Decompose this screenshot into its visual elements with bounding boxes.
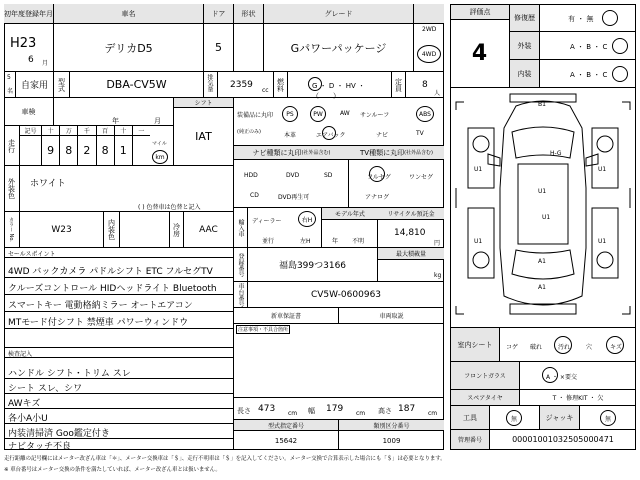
sales-point-line: 4WD バックカメラ パドルシフト ETC フルセグTV — [8, 267, 213, 277]
aircon-value: AAC — [184, 212, 234, 248]
height-value: 187 — [398, 404, 416, 414]
tv-type-label: TV種類に丸印 — [360, 148, 405, 157]
car-outline-diagram — [450, 88, 636, 328]
displacement-label-cell: 排気量 — [204, 72, 218, 98]
nav-dvd-play: DVD再生可 — [278, 194, 310, 201]
length-value: 473 — [258, 404, 276, 414]
capacity-label: 定員 — [392, 72, 406, 98]
sales-points — [4, 248, 234, 348]
mileage-cell — [20, 126, 174, 166]
equipment-block: 装備品に丸印 (純正のみ) PS PW AW サンルーフ ABS 本革 エアバック ナビ TV — [234, 98, 444, 146]
tv-fullseg-circle — [369, 166, 385, 182]
inspection-note-line: 各小A小U — [8, 414, 48, 424]
equip-airbag: エアバック — [316, 132, 346, 139]
doors-label: ドア — [204, 4, 234, 24]
color-code: W23 — [20, 212, 104, 248]
model-year-cell: モデル年式 年 不明 — [322, 208, 378, 248]
displacement-cell: 2359 cc — [218, 72, 274, 98]
interior-seat-label: 室内シート — [450, 328, 500, 362]
equip-leather: 本革 — [284, 132, 297, 139]
exterior-cell — [20, 166, 234, 212]
inspection-note-line: ハンドル シフト・トリム スレ — [8, 369, 131, 379]
drive-4wd-circled: 4WD — [417, 45, 441, 63]
diagram-label: U1 — [474, 238, 483, 245]
jack-label: ジャッキ — [540, 406, 580, 430]
interior-color-value — [120, 212, 170, 248]
exterior-label: 外装色 — [4, 166, 20, 212]
plate-value: 福島399つ3166 — [248, 248, 378, 282]
diagram-label: U1 — [474, 166, 483, 173]
inspection-label: 車検 — [4, 98, 54, 126]
shift-value: IAT — [174, 108, 234, 166]
score-label: 評価点 — [450, 4, 510, 20]
color-code-label: カラー No. — [4, 212, 20, 248]
mileage-digits: 9 8 2 8 1 — [20, 135, 150, 166]
sales-point-line: MTモード付シフト 禁煙車 パワーウィンドウ — [8, 318, 189, 328]
tv-analog: アナログ — [365, 194, 390, 201]
first-reg-month: 6 — [28, 55, 34, 65]
inspection-cell: 年 月 — [54, 98, 174, 126]
equip-tv: TV — [416, 130, 424, 137]
usage-value: 自家用 — [16, 72, 54, 98]
plate-label: 登録番号 — [234, 248, 248, 282]
spare-tire-label: スペアタイヤ — [450, 390, 520, 406]
repair-label: 修復歴 — [510, 4, 540, 32]
month-unit: 月 — [42, 60, 49, 67]
mileage-unit-mile: マイル — [152, 141, 167, 147]
interior-grade-c-circle — [612, 66, 628, 82]
drive-header — [414, 4, 444, 24]
mileage-label: 走行 — [4, 126, 20, 166]
dimensions-row: 長さ 473 cm 幅 179 cm 高さ 187 cm — [234, 398, 444, 420]
interior-grade-value: A ・ B ・ C — [540, 60, 636, 88]
tv-oneseg: ワンセグ — [409, 174, 434, 181]
width-value: 179 — [326, 404, 344, 414]
interior-grade-label: 内装 — [510, 60, 540, 88]
mileage-unit-km-circled: km — [152, 150, 168, 164]
repair-none-circle — [602, 10, 618, 26]
tools-value — [490, 406, 540, 430]
diagram-label: A1 — [538, 258, 546, 265]
mileage-digit-labels: 記号 十 万 千 百 十 一 — [20, 126, 150, 136]
tv-type-block: TV種類に丸印 (社外品含む) フルセグ ワンセグ アナログ — [349, 146, 444, 208]
diagram-label: U1 — [538, 188, 547, 195]
diagram-label: U1 — [598, 166, 607, 173]
diagram-label: H-G — [550, 150, 562, 157]
nav-type-label: ナビ種類に丸印 — [252, 148, 302, 157]
inspection-notes — [4, 348, 234, 450]
inspection-note-line: 内装清掃済 Goo鑑定付き — [8, 429, 110, 439]
seat-dirty-circle — [554, 336, 572, 354]
caution-label: 注意事項・不具合箇所 — [238, 327, 289, 333]
repaint-note: ( ) 色替車は色替と記入 — [138, 204, 201, 211]
nav-cd: CD — [250, 192, 259, 199]
import-cell: ディーラー 右H 並行 左H — [248, 208, 322, 248]
equip-aw: AW — [340, 110, 350, 117]
recycle-cell: リサイクル預託金 14,810 円 — [378, 208, 444, 248]
drive-2wd: 2WD — [422, 26, 437, 33]
tools-none-circle: 無 — [506, 410, 522, 426]
warranty-label: 新車保証書 — [234, 308, 339, 324]
grade-value: Gパワーパッケージ — [264, 24, 414, 72]
model-name: デリカD5 — [54, 24, 204, 72]
tools-label: 工具 — [450, 406, 490, 430]
control-label: 管理番号 — [450, 430, 490, 450]
shape-label: 形状 — [234, 4, 264, 24]
exterior-grade-c-circle — [612, 38, 628, 54]
sales-point-line: クルーズコントロール HIDヘッドライト Bluetooth — [8, 284, 217, 294]
recycle-value: 14,810 — [394, 228, 426, 238]
inspection-notes-label: 検査記入 — [8, 351, 33, 358]
interior-seat-value: コゲ 破れ 汚れ 穴 キズ — [500, 328, 636, 362]
front-glass-a-circle — [542, 367, 558, 383]
fuel-options: G ・ D ・ HV ・ （ ） — [312, 82, 365, 100]
control-value: 00001001032505000471 — [490, 430, 636, 450]
appraisal-sheet — [4, 4, 636, 476]
nav-hdd: HDD — [244, 172, 258, 179]
equip-airbag-circle — [322, 126, 336, 140]
manual-label: 車両取説 — [339, 308, 444, 324]
equip-pw-circled: PW — [310, 106, 326, 122]
footer-note-1: 走行距離の記号欄にはメーター改ざん車は「＊」、メーター交換車は「＄」、走行不明車は「＄」を記入してください。メーター交換で合算表示した場合にも「＄」は必要となります。 — [4, 456, 446, 462]
plate-type-cell: 5 名 — [4, 72, 16, 98]
exterior-grade-label: 外装 — [510, 32, 540, 60]
diagram-label: U1 — [598, 238, 607, 245]
equip-abs-circled: ABS — [416, 106, 434, 122]
import-label: 輸入車 — [234, 208, 248, 248]
displacement-value: 2359 — [230, 80, 253, 90]
fuel-label: 燃料 — [274, 72, 288, 98]
shape-value — [234, 24, 264, 72]
car-diagram — [450, 88, 636, 328]
sales-point-line: スマートキー 電動格納ミラー オートエアコン — [8, 301, 193, 311]
score-value: 4 — [450, 20, 510, 88]
exterior-grade-value: A ・ B ・ C — [540, 32, 636, 60]
capacity-cell: 8 人 — [406, 72, 444, 98]
nav-sd: SD — [324, 172, 333, 179]
diagram-label: A1 — [538, 284, 546, 291]
sales-points-label: セールスポイント — [8, 251, 56, 258]
class-value: 1009 — [382, 436, 401, 445]
drive-cell — [414, 24, 444, 72]
first-reg-label: 初年度登録年月 — [4, 4, 54, 24]
diagram-label: B1 — [538, 101, 546, 108]
equip-sunroof: サンルーフ — [360, 112, 390, 119]
inspection-note-line: シート スレ、シワ — [8, 384, 83, 394]
caution-area — [234, 324, 444, 398]
shift-label: シフト — [174, 98, 234, 108]
jack-none-circle: 無 — [600, 410, 616, 426]
diagram-label: U1 — [542, 214, 551, 221]
doors-value: 5 — [204, 24, 234, 72]
inspection-note-line: AWキズ — [8, 399, 41, 409]
cert-value: 15642 — [234, 431, 339, 450]
aircon-label: 冷房 — [170, 212, 184, 248]
chassis-label: 車台番号 — [234, 282, 248, 308]
repair-value: 有 ・ 無 — [540, 4, 636, 32]
chassis-value: CV5W-0600963 — [248, 282, 444, 308]
tv-fullseg: フルセグ — [367, 174, 391, 181]
model-code-label: 型式 — [54, 72, 70, 98]
equip-navi: ナビ — [376, 132, 389, 139]
front-glass-value: A ・ ×要交 — [520, 362, 636, 390]
seat-scratch-circle — [606, 336, 624, 354]
jack-value — [580, 406, 636, 430]
front-glass-label: フロントガラス — [450, 362, 520, 390]
equip-ps-circled: PS — [282, 106, 298, 122]
interior-color-label: 内装色 — [104, 212, 120, 248]
first-reg-year: H23 — [10, 36, 37, 51]
right-hand-circled: 右H — [298, 211, 316, 227]
spare-tire-value: T ・ 修理KIT ・ 欠 — [520, 390, 636, 406]
equipment-label: 装備品に丸印 — [237, 112, 274, 119]
exterior-color: ホワイト — [30, 179, 66, 189]
cert-row: 型式指定番号 類別区分番号 15642 1009 — [234, 420, 444, 450]
model-code: DBA-CV5W — [70, 72, 204, 98]
first-reg-cell — [4, 24, 54, 72]
grade-label: グレード — [264, 4, 414, 24]
footer-note-2: ※ 車台番号はメーター交換の条件を満たしていれば、メーター改ざん車とは扱いません。 — [4, 467, 221, 473]
inspection-note-line: ナビタッチ不良 — [8, 442, 72, 452]
nav-type-block: ナビ種類に丸印 (社外品含む) HDD DVD SD CD DVD再生可 — [234, 146, 349, 208]
model-name-label: 車名 — [54, 4, 204, 24]
fuel-cell — [288, 72, 392, 98]
max-load-cell: 最大積載量 kg — [378, 248, 444, 282]
fuel-selected-circle — [308, 77, 322, 91]
nav-dvd: DVD — [286, 172, 300, 179]
